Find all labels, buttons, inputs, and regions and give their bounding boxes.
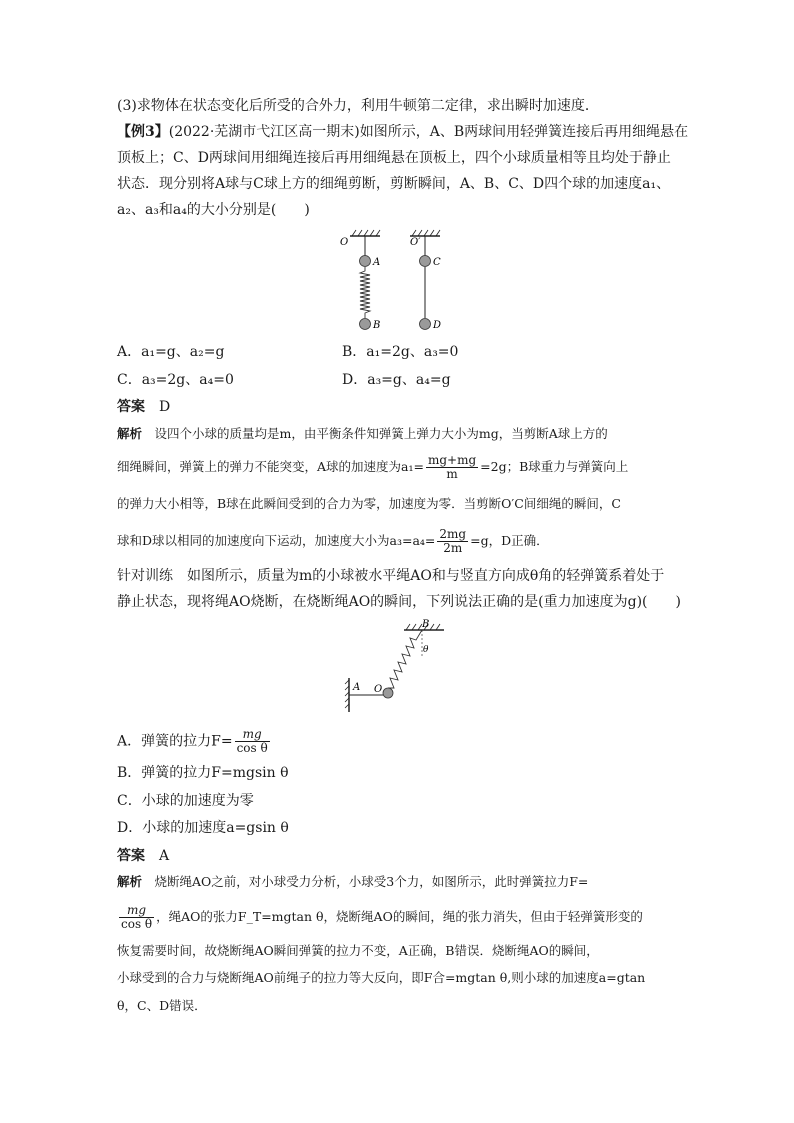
label-b: B [373,320,381,331]
example-stem-1: 如图所示，A、B两球间用轻弹簧连接后再用细绳悬在 [359,124,689,140]
practice-option-a: A．弹簧的拉力F= $\frac{mg}{\text{cos θ}}$ [117,727,268,755]
option-c: C．a₃=2g、a₄=0 [117,372,234,388]
example3-line-3: 状态．现分别将A球与C球上方的细绳剪断，剪断瞬间，A、B、C、D四个球的加速度a₁、 [117,176,671,192]
practice-analysis-4: 小球受到的合力与烧断绳AO前绳子的拉力等大反向，即F合=mgtan θ,则小球的加速度a=gtan [117,970,646,985]
label-c: C [433,257,441,268]
answer-value: D [159,399,171,415]
example-source: (2022·芜湖市弋江区高一期末) [168,124,360,140]
analysis-label: 解析 [117,426,143,441]
practice-line-1: 针对训练 如图所示，质量为m的小球被水平绳AO和与竖直方向成θ角的轻弹簧系着处于 [117,568,665,584]
option-d: D．a₃=g、a₄=g [342,372,451,388]
practice-option-d: D．小球的加速度a=gsin θ [117,820,289,836]
label-o: O [340,237,349,248]
label-d: D [433,320,442,331]
ball-m [383,688,393,698]
fraction-a1: $\frac{mg+mg}{m}$ [427,453,477,481]
example3-answer [117,397,170,417]
label-a: A [373,257,381,268]
option-b: B．a₁=2g、a₃=0 [342,344,459,360]
practice-analysis-1: 解析 烧断绳AO之前，对小球受力分析，小球受3个力，如图所示，此时弹簧拉力F= [117,874,589,889]
example3-line-4: a₂、a₃和a₄的大小分别是( ) [117,202,310,218]
fraction-analysis: $\frac{mg}{\text{cos θ}}$ [121,903,153,931]
analysis-label-2: 解析 [117,874,143,889]
ball-a [360,256,371,267]
practice-analysis-5: θ，C、D错误． [117,998,207,1013]
practice-option-c: C．小球的加速度为零 [117,793,254,809]
analysis-line-2: 细绳瞬间，弹簧上的弹力不能突变，A球的加速度为a₁= $\frac{mg+mg}{m}$ =2g；B球重力与弹簧向上 [117,453,629,481]
example3-line-1 [117,122,688,142]
label-b2: B [422,619,430,630]
option-a: A．a₁=g、a₂=g [117,344,225,360]
practice-option-b: B．弹簧的拉力F=mgsin θ [117,765,289,781]
practice-label: 针对训练 [117,568,173,584]
answer-value-2: A [159,848,170,864]
analysis-line-4: 球和D球以相同的加速度向下运动，加速度大小为a₃=a₄= $\frac{2mg}{2m}$ =g，D正确． [117,527,549,555]
analysis-line-3: 的弹力大小相等，B球在此瞬间受到的合力为零，加速度为零．当剪断O′C间细绳的瞬间，C [117,496,621,511]
spring-tilted [388,630,422,688]
label-o3: O [374,684,383,695]
spring [360,267,370,318]
answer-label: 答案 [117,399,145,415]
ball-b [360,319,371,330]
practice-analysis-3: 恢复需要时间，故烧断绳AO瞬间弹簧的拉力不变，A正确，B错误．烧断绳AO的瞬间， [117,943,599,958]
figure-spring-balls [340,228,460,338]
analysis-line-1: 解析 设四个小球的质量均是m，由平衡条件知弹簧上弹力大小为mg，当剪断A球上方的 [117,426,608,441]
label-o-prime: O′ [410,237,421,248]
practice-analysis-2: $\frac{mg}{\text{cos θ}}$ ，绳AO的张力F_T=mgtan θ，烧断绳AO的瞬间，绳的张力消失，但由于轻弹簧形变的 [121,903,643,931]
label-a2: A [353,682,361,693]
fraction-a3: $\frac{2mg}{2m}$ [439,527,467,555]
practice-answer [117,846,169,866]
fraction-option-a: $\frac{mg}{\text{cos θ}}$ [236,727,268,755]
answer-label-2: 答案 [117,848,145,864]
figure-spring-rope [344,618,454,716]
practice-line-2: 静止状态，现将绳AO烧断，在烧断绳AO的瞬间，下列说法正确的是(重力加速度为g)( ) [117,594,681,610]
ball-c [420,256,431,267]
intro-step-text: (3)求物体在状态变化后所受的合外力，利用牛顿第二定律，求出瞬时加速度． [117,98,599,114]
example3-line-2: 顶板上；C、D两球间用细绳连接后再用细绳悬在顶板上，四个小球质量相等且均处于静止 [117,150,671,166]
example-tag: 【例3】 [117,124,169,140]
label-theta: θ [423,645,429,655]
ball-d [420,319,431,330]
